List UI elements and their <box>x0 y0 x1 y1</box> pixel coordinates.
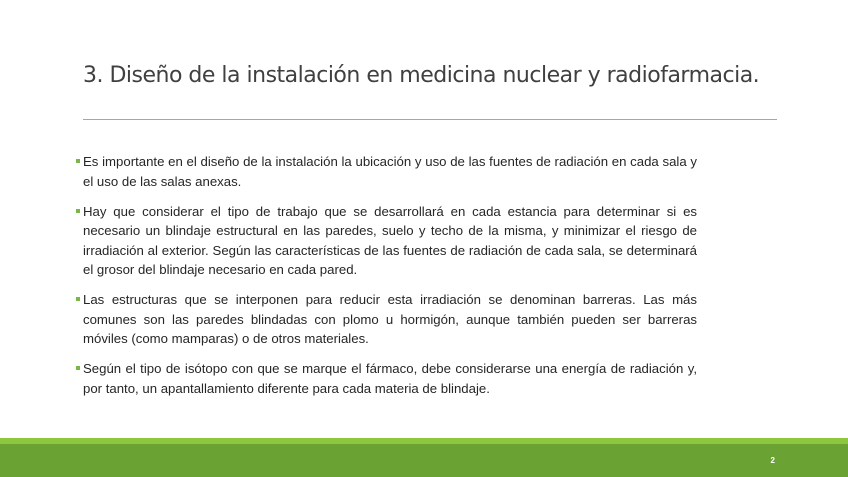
bullet-text: Las estructuras que se interponen para reducir esta irradiación se denominan barreras. Las más comunes son las paredes blindadas con plomo u hormigón, aunque también pueden ser barreras móviles (como mamparas) o de otros materiales. <box>83 292 697 346</box>
bullet-item <box>76 359 697 398</box>
page-number: 2 <box>770 456 775 465</box>
bullet-item <box>76 202 697 280</box>
bullet-text: Hay que considerar el tipo de trabajo que se desarrollará en cada estancia para determinar si es necesario un blindaje estructural en las paredes, suelo y techo de la misma, y minimizar el riesgo de irradiación al exterior. Según las características de las fuentes de radiación de cada sala, se determinará el grosor del blindaje necesario en cada pared. <box>83 203 697 277</box>
bullet-text: Es importante en el diseño de la instalación la ubicación y uso de las fuentes de radiación en cada sala y el uso de las salas anexas. <box>83 154 697 189</box>
title-divider <box>83 119 777 120</box>
slide-title: 3. Diseño de la instalación en medicina nuclear y radiofarmacia. <box>83 63 760 88</box>
bullet-item <box>76 290 697 349</box>
bullet-text: Según el tipo de isótopo con que se marque el fármaco, debe considerarse una energía de radiación y, por tanto, un apantallamiento diferente para cada materia de blindaje. <box>83 361 697 396</box>
bullet-item <box>76 152 697 191</box>
bullet-square-icon <box>76 366 80 370</box>
bullet-square-icon <box>76 209 80 213</box>
bullet-square-icon <box>76 297 80 301</box>
bullet-list <box>76 152 697 409</box>
footer-bar <box>0 444 848 477</box>
bullet-square-icon <box>76 159 80 163</box>
